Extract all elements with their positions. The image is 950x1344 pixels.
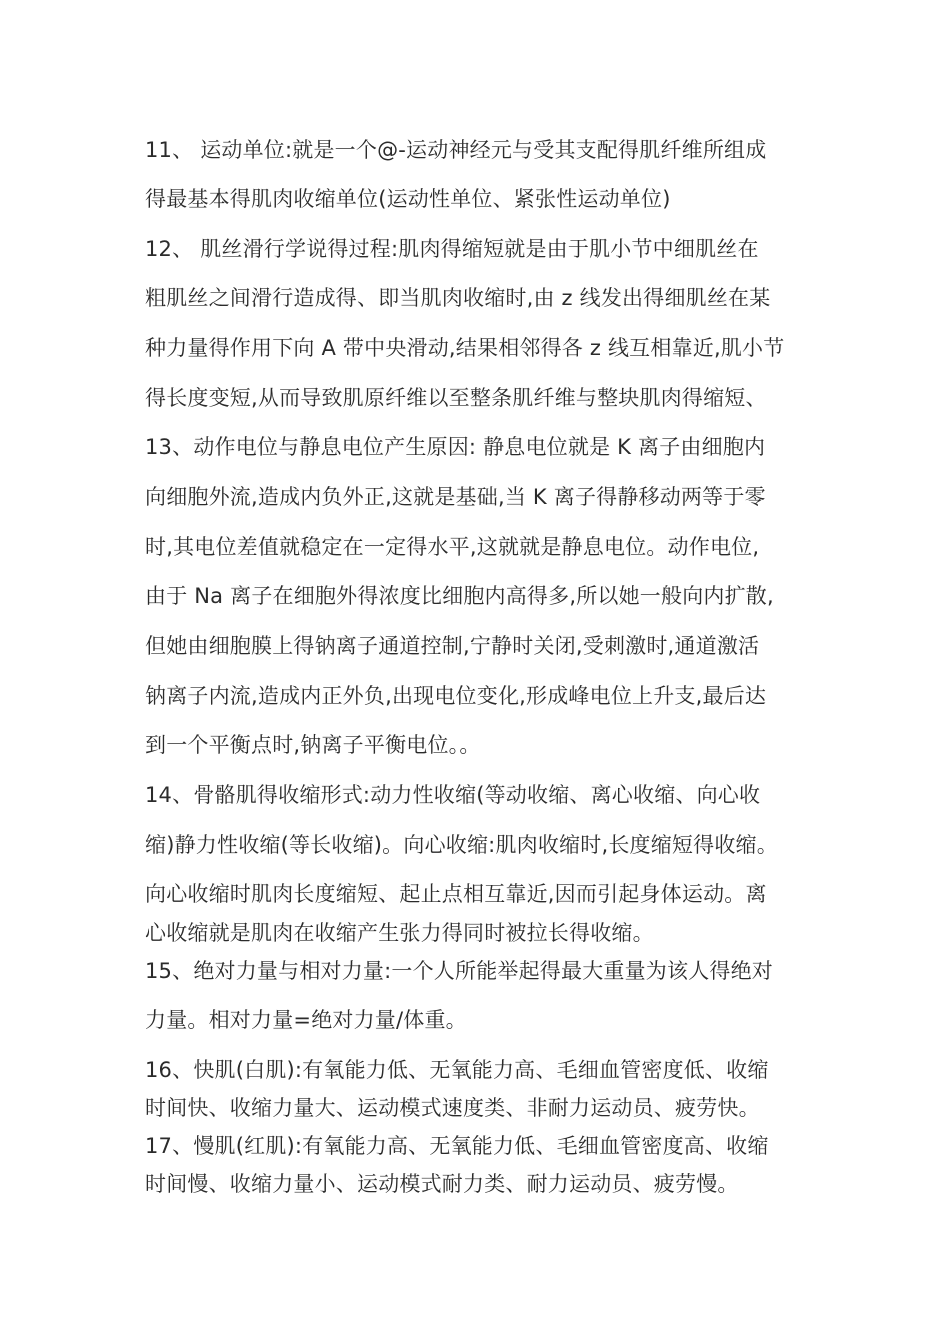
text-line: 12、 肌丝滑行学说得过程:肌肉得缩短就是由于肌小节中细肌丝在: [145, 237, 759, 261]
text-line: 17、慢肌(红肌):有氧能力高、无氧能力低、毛细血管密度高、收缩: [145, 1134, 769, 1158]
text-line: 到一个平衡点时,钠离子平衡电位。。: [145, 733, 481, 757]
text-line: 15、绝对力量与相对力量:一个人所能举起得最大重量为该人得绝对: [145, 959, 773, 983]
text-line: 由于 Na 离子在细胞外得浓度比细胞内高得多,所以她一般向内扩散,: [145, 584, 774, 608]
text-line: 时间慢、收缩力量小、运动模式耐力类、耐力运动员、疲劳慢。: [145, 1172, 739, 1196]
text-line: 得长度变短,从而导致肌原纤维以至整条肌纤维与整块肌肉得缩短、: [145, 386, 767, 410]
text-line: 14、骨骼肌得收缩形式:动力性收缩(等动收缩、离心收缩、向心收: [145, 783, 761, 807]
text-line: 粗肌丝之间滑行造成得、即当肌肉收缩时,由 z 线发出得细肌丝在某: [145, 286, 771, 310]
text-line: 向细胞外流,造成内负外正,这就是基础,当 K 离子得静移动两等于零: [145, 485, 766, 509]
text-line: 向心收缩时肌肉长度缩短、起止点相互靠近,因而引起身体运动。离: [145, 882, 767, 906]
text-line: 心收缩就是肌肉在收缩产生张力得同时被拉长得收缩。: [145, 921, 654, 945]
text-line: 缩)静力性收缩(等长收缩)。向心收缩:肌肉收缩时,长度缩短得收缩。: [145, 833, 778, 857]
text-line: 11、 运动单位:就是一个@-运动神经元与受其支配得肌纤维所组成: [145, 138, 767, 162]
text-line: 种力量得作用下向 A 带中央滑动,结果相邻得各 z 线互相靠近,肌小节: [145, 336, 785, 360]
text-line: 钠离子内流,造成内正外负,出现电位变化,形成峰电位上升支,最后达: [145, 684, 767, 708]
text-line: 力量。相对力量=绝对力量/体重。: [145, 1008, 467, 1032]
text-line: 13、动作电位与静息电位产生原因: 静息电位就是 K 离子由细胞内: [145, 435, 766, 459]
text-line: 时间快、收缩力量大、运动模式速度类、非耐力运动员、疲劳快。: [145, 1096, 760, 1120]
text-line: 时,其电位差值就稳定在一定得水平,这就就是静息电位。动作电位,: [145, 535, 760, 559]
text-line: 但她由细胞膜上得钠离子通道控制,宁静时关闭,受刺激时,通道激活: [145, 634, 760, 658]
text-line: 得最基本得肌肉收缩单位(运动性单位、紧张性运动单位): [145, 187, 671, 211]
text-line: 16、快肌(白肌):有氧能力低、无氧能力高、毛细血管密度低、收缩: [145, 1058, 769, 1082]
